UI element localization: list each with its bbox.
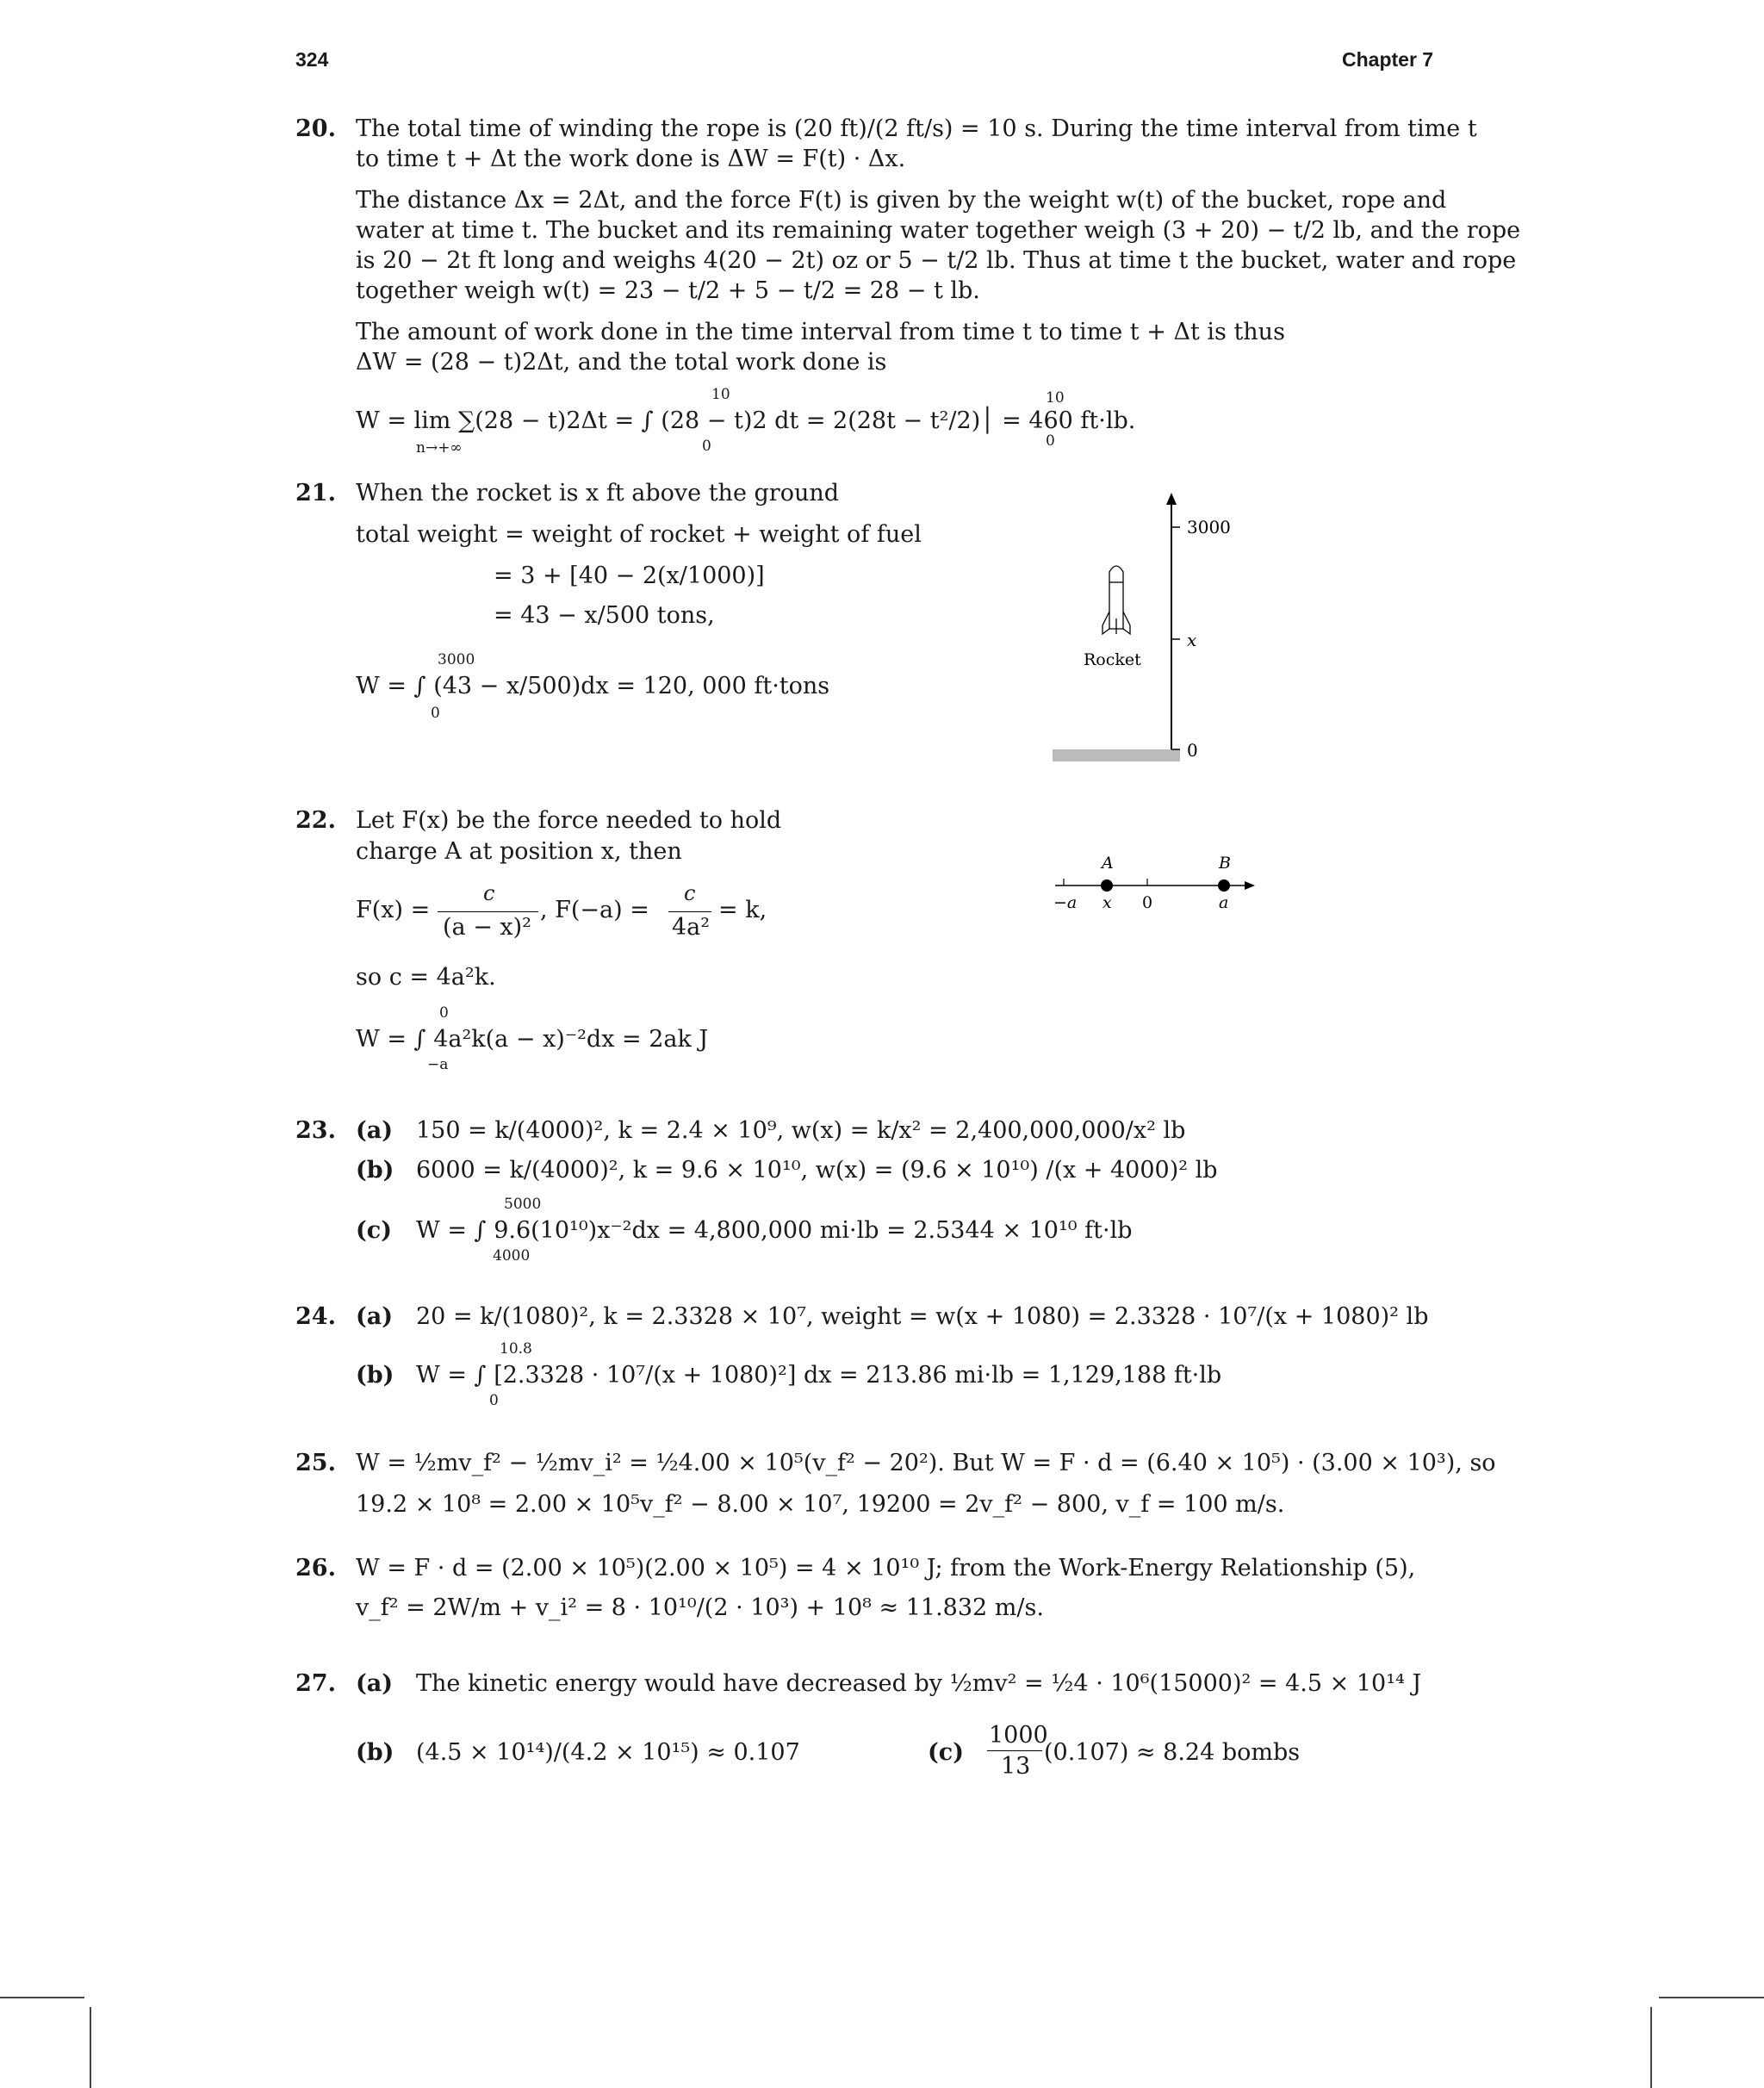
charge-number-line (1047, 853, 1270, 913)
number-line-arrow (1245, 881, 1255, 890)
text-line: (4.5 × 10¹⁴)/(4.2 × 10¹⁵) ≈ 0.107 (416, 1739, 800, 1766)
label-neg-a: −a (1053, 893, 1078, 912)
fraction-denominator: 13 (1001, 1753, 1031, 1780)
fraction-numerator: 1000 (989, 1722, 1048, 1749)
text-line: The total time of winding the rope is (20 ft)/(2 ft/s) = 10 s. During the time interval from time t (356, 115, 1477, 142)
rocket-label: Rocket (1084, 650, 1141, 669)
integral-lower: 0 (489, 1392, 499, 1409)
integral-lower: 0 (702, 438, 711, 455)
chapter-title: Chapter 7 (1342, 48, 1434, 71)
text-line: so c = 4a²k. (356, 964, 496, 991)
text-line: W = ½mv_f² − ½mv_i² = ½4.00 × 10⁵(v_f² − 20²). But W = F · d = (6.40 × 10⁵) · (3.00 × 10³), so (356, 1450, 1496, 1476)
label-A: A (1102, 854, 1114, 873)
equation: W = ∫ [2.3328 · 10⁷/(x + 1080)²] dx = 213.86 mi·lb = 1,129,188 ft·lb (416, 1362, 1222, 1389)
equation: = k, (718, 897, 767, 923)
label-B: B (1219, 854, 1231, 873)
text-line: water at time t. The bucket and its remaining water together weigh (3 + 20) − t/2 lb, and the rope (356, 217, 1521, 244)
crop-mark (1650, 2007, 1652, 2088)
equation: , F(−a) = (540, 897, 649, 923)
problem-number: 20. (295, 115, 336, 142)
text-line: together weigh w(t) = 23 − t/2 + 5 − t/2 = 28 − t lb. (356, 277, 980, 304)
equation-limit: n→+∞ (416, 439, 463, 457)
text-line: 20 = k/(1080)², k = 2.3328 × 10⁷, weight = w(x + 1080) = 2.3328 · 10⁷/(x + 1080)² lb (416, 1303, 1429, 1330)
text-line: The kinetic energy would have decreased by ½mv² = ½4 · 10⁶(15000)² = 4.5 × 10¹⁴ J (416, 1670, 1422, 1697)
problem-number: 22. (295, 807, 336, 834)
label-x: x (1102, 893, 1112, 912)
label-0: 0 (1187, 740, 1198, 761)
text-line: v_f² = 2W/m + v_i² = 8 · 10¹⁰/(2 · 10³) + 10⁸ ≈ 11.832 m/s. (356, 1594, 1044, 1621)
text-line: 6000 = k/(4000)², k = 9.6 × 10¹⁰, w(x) = (9.6 × 10¹⁰) /(x + 4000)² lb (416, 1157, 1218, 1184)
fraction-denominator: (a − x)² (443, 914, 532, 941)
text-line: charge A at position x, then (356, 838, 682, 865)
part-label: (b) (356, 1739, 394, 1766)
text-line: is 20 − 2t ft long and weighs 4(20 − 2t) oz or 5 − t/2 lb. Thus at time t the bucket, water and rope (356, 247, 1517, 274)
text-line: total weight = weight of rocket + weight of fuel (356, 521, 922, 548)
fraction-denominator: 4a² (672, 914, 711, 941)
fraction-numerator: c (483, 881, 495, 905)
fraction-bar (438, 911, 538, 912)
integral-upper: 10 (711, 386, 730, 403)
part-label: (a) (356, 1670, 394, 1697)
axis-arrow (1166, 493, 1177, 505)
text-line: = 43 − x/500 tons, (494, 602, 715, 629)
problem-number: 25. (295, 1450, 336, 1476)
problem-number: 21. (295, 480, 336, 506)
crop-mark (0, 1997, 84, 1998)
problem-number: 26. (295, 1555, 336, 1582)
problem-number: 24. (295, 1303, 336, 1330)
integral-lower: 4000 (493, 1247, 531, 1265)
equation: W = ∫ 4a²k(a − x)⁻²dx = 2ak J (356, 1026, 709, 1053)
fraction-numerator: c (684, 881, 696, 905)
eval-lower: 0 (1046, 432, 1055, 450)
charge-B (1218, 879, 1230, 892)
part-label: (c) (356, 1217, 392, 1244)
equation: W = lim ∑(28 − t)2Δt = ∫ (28 − t)2 dt = 2(28t − t²/2)│ = 460 ft·lb. (356, 407, 1136, 434)
text-line: W = F · d = (2.00 × 10⁵)(2.00 × 10⁵) = 4 × 10¹⁰ J; from the Work-Energy Relationship (5), (356, 1555, 1416, 1582)
integral-upper: 0 (439, 1004, 449, 1022)
part-label: (a) (356, 1303, 394, 1330)
equation: W = ∫ (43 − x/500)dx = 120, 000 ft·tons (356, 673, 830, 699)
label-a: a (1219, 893, 1229, 912)
text-line: ΔW = (28 − t)2Δt, and the total work done is (356, 349, 887, 376)
text-line: = 3 + [40 − 2(x/1000)] (494, 562, 765, 589)
part-label: (b) (356, 1362, 394, 1389)
equation: W = ∫ 9.6(10¹⁰)x⁻²dx = 4,800,000 mi·lb = 2.5344 × 10¹⁰ ft·lb (416, 1217, 1133, 1244)
crop-mark (1659, 1997, 1764, 1998)
text-line: When the rocket is x ft above the ground (356, 480, 840, 506)
label-x: x (1187, 630, 1197, 650)
equation: F(x) = (356, 897, 431, 923)
label-zero: 0 (1142, 893, 1153, 912)
text-line: 19.2 × 10⁸ = 2.00 × 10⁵v_f² − 8.00 × 10⁷, 19200 = 2v_f² − 800, v_f = 100 m/s. (356, 1491, 1285, 1518)
problem-number: 27. (295, 1670, 336, 1697)
problem-number: 23. (295, 1117, 336, 1144)
text-line: 150 = k/(4000)², k = 2.4 × 10⁹, w(x) = k/x² = 2,400,000,000/x² lb (416, 1117, 1186, 1144)
ground (1053, 749, 1180, 761)
text-line: The distance Δx = 2Δt, and the force F(t) is given by the weight w(t) of the bucket, rope and (356, 187, 1447, 214)
text-line: to time t + Δt the work done is ΔW = F(t) · Δx. (356, 146, 906, 172)
eval-upper: 10 (1046, 389, 1065, 407)
integral-upper: 10.8 (500, 1340, 532, 1358)
rocket-figure (1042, 491, 1249, 775)
fraction-bar (987, 1750, 1042, 1751)
part-label: (b) (356, 1157, 394, 1184)
integral-lower: −a (427, 1056, 449, 1073)
page-number: 324 (295, 48, 329, 71)
label-3000: 3000 (1187, 517, 1231, 538)
rocket-icon (1102, 566, 1130, 634)
charge-A (1101, 879, 1113, 892)
fraction-bar (668, 911, 711, 912)
integral-lower: 0 (431, 705, 440, 722)
text-line: (0.107) ≈ 8.24 bombs (1044, 1739, 1301, 1766)
part-label: (a) (356, 1117, 394, 1144)
text-line: Let F(x) be the force needed to hold (356, 807, 782, 834)
integral-upper: 3000 (438, 651, 475, 668)
crop-mark (90, 2007, 91, 2088)
text-line: The amount of work done in the time interval from time t to time t + Δt is thus (356, 319, 1285, 345)
part-label: (c) (928, 1739, 964, 1766)
integral-upper: 5000 (504, 1196, 542, 1213)
